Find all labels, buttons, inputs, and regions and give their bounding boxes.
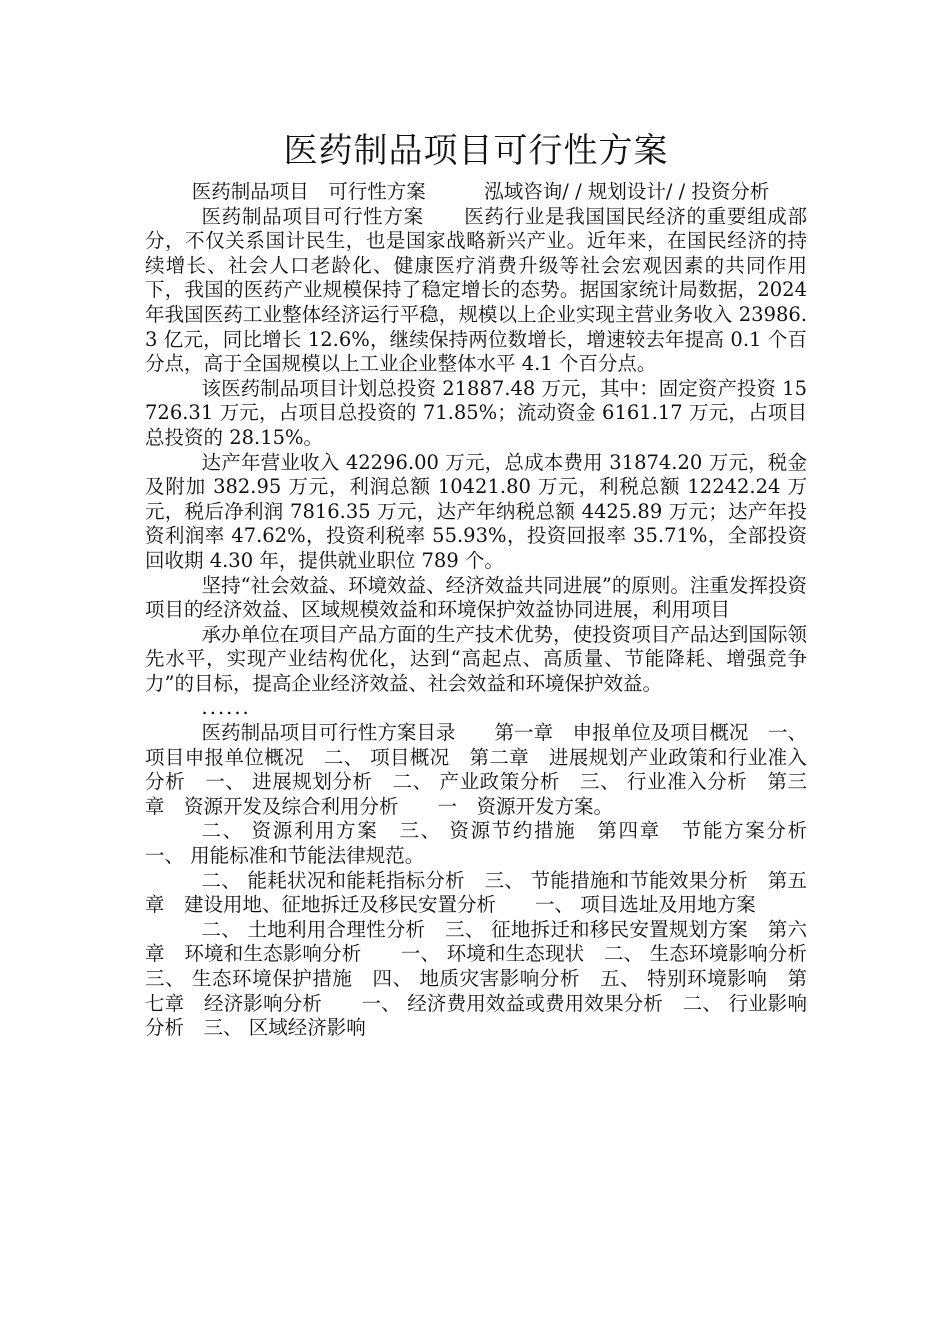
document-title: 医药制品项目可行性方案 bbox=[283, 131, 669, 171]
subtitle-line: 医药制品项目 可行性方案 泓域咨询/ / 规划设计/ / 投资分析 bbox=[191, 180, 770, 203]
toc-paragraph-3: 二、 能耗状况和能耗指标分析 三、 节能措施和节能效果分析 第五章 建设用地、征地拆迁及移民安置分析 一、 项目选址及用地方案 bbox=[145, 868, 807, 917]
revenue-paragraph: 达产年营业收入 42296.00 万元，总成本费用 31874.20 万元，税金及附加 382.95 万元，利润总额 10421.80 万元，利税总额 12242.24 万元，税后净利润 7816.35 万元，达产年纳税总额 4425.89 万元；达产年投资利润率 47.62%，投资利税率 55.93%，投资回报率 35.71%，全部投资回收期 4.30 年，提供就业职位 789 个。 bbox=[145, 450, 807, 572]
document-page bbox=[145, 128, 847, 1041]
toc-paragraph-4: 二、 土地利用合理性分析 三、 征地拆迁和移民安置规划方案 第六章 环境和生态影响分析 一、 环境和生态现状 二、 生态环境影响分析 三、 生态环境保护措施 四、 地质灾害影响分析 五、 特别环境影响 第七章 经济影响分析 一、 经济费用效益或费用效果分析 二、 行业影响分析 三、 区域经济影响 bbox=[145, 917, 827, 1040]
investment-paragraph: 该医药制品项目计划总投资 21887.48 万元，其中：固定资产投资 15726.31 万元，占项目总投资的 71.85%；流动资金 6161.17 万元，占项目总投资的 28.15%。 bbox=[145, 376, 807, 449]
principle-paragraph: 坚持“社会效益、环境效益、经济效益共同进展”的原则。注重发挥投资项目的经济效益、区域规模效益和环境保护效益协同进展，利用项目 bbox=[145, 573, 807, 622]
ellipsis-line: ...... bbox=[201, 696, 251, 720]
toc-paragraph-2: 二、 资源利用方案 三、 资源节约措施 第四章 节能方案分析 一、 用能标准和节能法律规范。 bbox=[145, 819, 847, 868]
intro-paragraph: 医药制品项目可行性方案 医药行业是我国国民经济的重要组成部分，不仅关系国计民生，也是国家战略新兴产业。近年来，在国民经济的持续增长、社会人口老龄化、健康医疗消费升级等社会宏观因素的共同作用下，我国的医药产业规模保持了稳定增长的态势。据国家统计局数据，2024 年我国医药工业整体经济运行平稳，规模以上企业实现主营业务收入 23986.3 亿元，同比增长 12.6%，继续保持两位数增长，增速较去年提高 0.1 个百分点，高于全国规模以上工业企业整体水平 4.1 个百分点。 bbox=[145, 204, 814, 376]
advantage-paragraph: 承办单位在项目产品方面的生产技术优势，使投资项目产品达到国际领先水平，实现产业结构优化，达到“高起点、高质量、节能降耗、增强竞争力”的目标，提高企业经济效益、社会效益和环境保护效益。 bbox=[145, 622, 807, 695]
toc-paragraph-1: 医药制品项目可行性方案目录 第一章 申报单位及项目概况 一、 项目申报单位概况 二、 项目概况 第二章 进展规划产业政策和行业准入分析 一、 进展规划分析 二、 产业政策分析 三、 行业准入分析 第三章 资源开发及综合利用分析 一 资源开发方案。 bbox=[145, 721, 814, 818]
